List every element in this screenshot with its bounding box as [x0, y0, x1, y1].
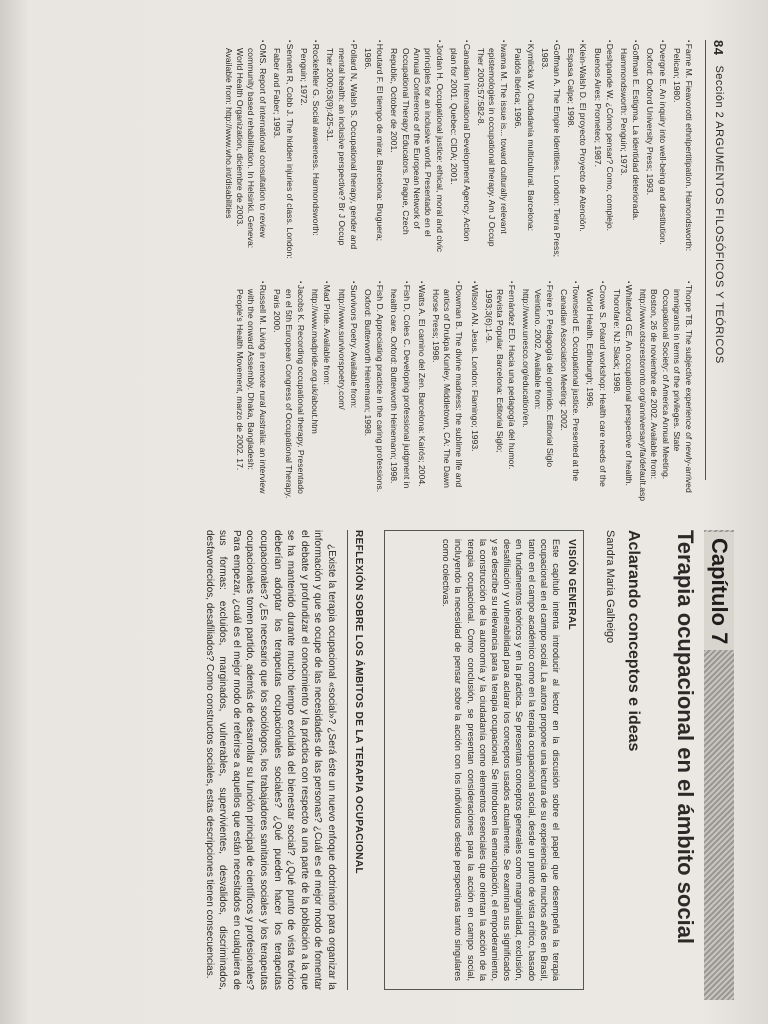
reference-item: ▪ Rockefeller G. Social awareness. Harmondsworth: Penguin; 1972.: [298, 40, 321, 259]
reference-item: ▪ Townsend E. Occupational justice. Presented at the Canadian Association Meeting: 2002.: [558, 281, 581, 500]
chapter-title: Terapia ocupacional en el ámbito social: [673, 530, 698, 945]
reference-item: ▪ Fish D, Coles C. Developing professional judgment in health care. Oxford: Butterworth Heinemann; 1998.: [388, 281, 411, 500]
reference-item: ▪ Jacobs K. Recording occupational therapy. Presentado en el 5th European Congress of Occupational Therapy. Paris 2000.: [271, 281, 306, 500]
page-number: 84: [711, 40, 727, 56]
section-heading: Sección 2 ARGUMENTOS FILOSÓFICOS Y TEÓRICOS: [713, 65, 725, 364]
reference-item: ▪ Russell M. Living in remote rural Australia: an interview with the onward Assembly. Dhaka, Bangladesh: People's Health Movement, marzo de 2002. 17.: [234, 281, 269, 500]
reference-item: ▪ Fish D. Appreciating practice in the caring professions. Oxford: Butterworth Heinemann; 1998.: [362, 281, 385, 500]
reference-item: ▪ Freire P. Pedagogía del oprimido. Editorial Siglo Veintiuno. 2002. Available from: http://www.unesco.org/education/en.: [520, 281, 555, 500]
reference-item: ▪ Goffman A. The Empire Identities. London: Tierra Press; 1983.: [539, 40, 562, 259]
reference-item: ▪ Survivors Poetry. Available from: http://www.survivorspoetry.com/: [335, 281, 358, 500]
reference-item: ▪ Whiteford GE. An occupational perspective of health. Thorofare: NJ: Slack; 1998.: [611, 281, 634, 500]
overview-text: Este capítulo intenta introducir al lector en la discusión sobre el papel que desempeña la terapia ocupacional en el campo social. La autora propone una lectura de su experiencia de muchos años en Brasil, tanto en el campo académico como en la terapia ocupacional social, desde un punto de vista crítico, basado en fundamentos teóricos y en la práctica. Se presentan conceptos generales como marginalidad, exclusión, desafiliación y vulnerabilidad para aclarar los conceptos usados actualmente. Se examinan sus significados y se describe su relevancia para la terapia ocupacional. Se introducen la emancipación, el empoderamiento, la construcción de la autonomía y la ciudadanía como elementos esenciales que orientan la acción de la terapia ocupacional. Como conclusión, se presentan consideraciones para la acción en campo social, incluyendo la necesidad de pensar sobre la acción con los individuos desde perspectivas tanto singulares como colectivas.: [441, 539, 561, 981]
section-rule: [347, 530, 348, 990]
chapter-author: Sandra Maria Galheigo: [604, 530, 616, 644]
reference-item: ▪ Goffman E. Estigma. La identidad deteriorada. Hammondsworth: Penguin; 1973.: [618, 40, 641, 259]
reference-item: ▪ Dowman B. The divine madness: the sublime life and antics of Drukpa Kunley. Middletown, CA: The Dawn Horse Press; 1998.: [430, 281, 465, 500]
reference-item: ▪ Jordan H. Occupational justice: ethical, moral and civic principles for an inclusive world. Presentado en el Annual Conference of the European Network of Occupational Therapy Educators. Prague, Czech Republic, October de 2001.: [388, 40, 445, 259]
reference-item: ▪ Watts A. El camino del Zen. Barcelona: Kairós; 2004.: [415, 281, 427, 500]
chapter-subtitle: Aclarando conceptos e ideas: [625, 530, 642, 752]
reference-item: ▪ Thorpe TB. The subjective experience of newly-arrived immigrants in terms of the privileges. State Occupational Society: of America Annual Meeting. Boston, 26 de noviembre de 2002. Available from: http://www.otscrestoronto.org/anniversary/fa/default.asp: [637, 281, 694, 500]
running-head: [708, 40, 730, 500]
reference-item: ▪ Pollard N, Walsh S. Occupational therapy, gender and mental health: an inclusive perspective? Br J Occup Ther 2000;63(9):425-31.: [324, 40, 359, 259]
reference-item: ▪ Wilson AN. Jesus. London: Flamingo; 1993.: [467, 281, 479, 500]
header-rule: [705, 40, 706, 480]
right-page: [34, 530, 734, 1000]
left-page: [34, 40, 734, 500]
reference-item: ▪ Iwama M. The issue is... toward culturally relevant epistemologies in occupational therapy. Am J Occup Ther 2003;57:582-8.: [475, 40, 510, 259]
overview-box: [384, 530, 584, 990]
reference-item: ▪ Klein-Walsh D. El proyecto Proyecto de Atención. Espasa Calpe; 1998.: [565, 40, 588, 259]
reference-item: ▪ Houtard F. El tiempo de mirar. Barcelona: Bruguera; 1986.: [362, 40, 385, 259]
reference-list: [174, 40, 694, 500]
reference-item: ▪ Sennett R, Cobb J. The hidden injuries of class. London: Faber and Faber; 1993.: [271, 40, 294, 259]
reference-item: ▪ Dvergne E. An inquiry into well-being and destitution. Oxford: Oxford University Press; 1993.: [644, 40, 667, 259]
reference-item: ▪ Deshpande W. ¿Cómo pensar? Como, complejo. Buenos Aires: Prometeo; 1987.: [591, 40, 614, 259]
chapter-label: Capítulo 7: [704, 532, 734, 650]
rotated-book-spread: [34, 40, 734, 1000]
reference-item: ▪ Kymlicka W. Ciudadanía multicultural. Barcelona: Paidós Ibérica; 1996.: [512, 40, 535, 259]
section-body: ¿Existe la terapia ocupacional «social»? ¿Será éste un nuevo enfoque doctrinario para organizar la información y que se ocupe de las necesidades de las personas? ¿Cuál es el mejor modo de fomentar el debate y profundizar el conocimiento y la práctica con respecto a una parte de la población a la que se ha mantenido durante mucho tiempo excluida del bienestar social? ¿Qué punto de vista teórico deberían adoptar los terapeutas ocupacionales sociales? ¿Qué pueden hacer los terapeutas ocupacionales? ¿Es necesario que los sociólogos, los trabajadores sanitarios sociales y los terapeutas ocupacionales tomen partido, además de desarrollar su función principal de científicos y profesionales? Para empezar, ¿cuál es el mejor modo de referirse a aquellos que están necesitados en cualquiera de sus formas: excluidos, marginados, vulnerables, supervivientes, desvalidos, discriminados, desfavorecidos, desafiliados? Como constructos sociales, estas descripciones tienen consecuencias.: [203, 530, 337, 990]
reference-item: ▪ Crowe S. Poland workshop: Health care needs of the World Health. Edinburgh; 1996.: [584, 281, 607, 500]
reference-item: ▪ Farne M. Fieavorotti ethnlpertitipation. Hamondsworth: Pelican; 1980.: [671, 40, 694, 259]
reference-item: ▪ OMS. Report of international consultation to review community based rehabilitation. In Helsinki. Geneva: World Health Organization, diciembre de 2003. Available from: http://www.who.int/disabilities: [222, 40, 268, 259]
reference-item: ▪ Fernández ED. Hacia una pedagogía del humor. Revista Popular. Barcelona: Editorial Siglo; 1993;3(6):1-9.: [483, 281, 518, 500]
reference-item: ▪ Canadian International Development Agency. Action plan for 2001. Quebec: CIDA; 2001.: [448, 40, 471, 259]
section-title: REFLEXIÓN SOBRE LOS ÁMBITOS DE LA TERAPIA OCUPACIONAL: [353, 530, 364, 874]
reference-item: ▪ Mad Pride. Available from: http://www.madpride.org.uk/about.htm: [309, 281, 332, 500]
overview-title: VISIÓN GENERAL: [566, 539, 577, 631]
